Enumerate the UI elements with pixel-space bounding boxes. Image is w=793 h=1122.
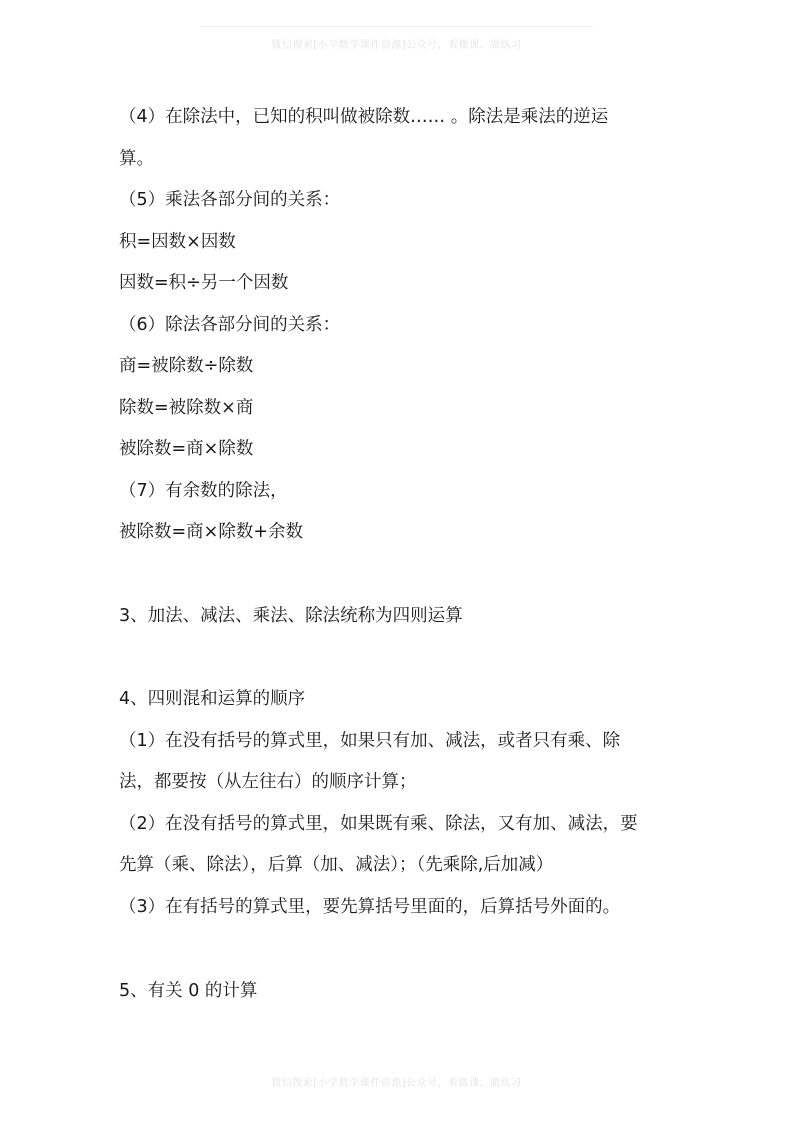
text-line: 算。 — [119, 149, 154, 169]
text-line: （5）乘法各部分间的关系： — [119, 190, 341, 210]
header-rule — [200, 26, 593, 27]
text-line: 被除数=商×除数 — [119, 439, 254, 459]
text-line: 除数=被除数×商 — [119, 398, 254, 418]
text-line: （4）在除法中，已知的积叫做被除数…… 。除法是乘法的逆运 — [119, 107, 609, 127]
text-line: 积=因数×因数 — [119, 232, 236, 252]
section-heading: 3、加法、减法、乘法、除法统称为四则运算 — [119, 606, 463, 626]
text-line: （6）除法各部分间的关系： — [119, 315, 341, 335]
text-line: （2）在没有括号的算式里，如果既有乘、除法，又有加、减法，要 — [119, 814, 638, 834]
text-line: 因数=积÷另一个因数 — [119, 273, 289, 293]
text-line: 商=被除数÷除数 — [119, 356, 254, 376]
section-heading: 4、四则混和运算的顺序 — [119, 689, 306, 709]
text-line: 被除数=商×除数+余数 — [119, 522, 303, 542]
text-line: 先算（乘、除法），后算（加、减法）；（先乘除,后加减） — [119, 855, 554, 875]
text-line: （1）在没有括号的算式里，如果只有加、减法，或者只有乘、除 — [119, 731, 621, 751]
watermark-bottom: 微信搜索[小学数学课件资源]公众号，看微课、做练习 — [271, 1078, 522, 1089]
watermark-top: 微信搜索[小学数学课件资源]公众号，看微课、做练习 — [271, 40, 522, 51]
text-line: （3）在有括号的算式里，要先算括号里面的，后算括号外面的。 — [119, 897, 621, 917]
text-line: 法，都要按（从左往右）的顺序计算； — [119, 772, 417, 792]
section-heading: 5、有关 0 的计算 — [119, 981, 258, 1001]
text-line: （7）有余数的除法， — [119, 481, 288, 501]
